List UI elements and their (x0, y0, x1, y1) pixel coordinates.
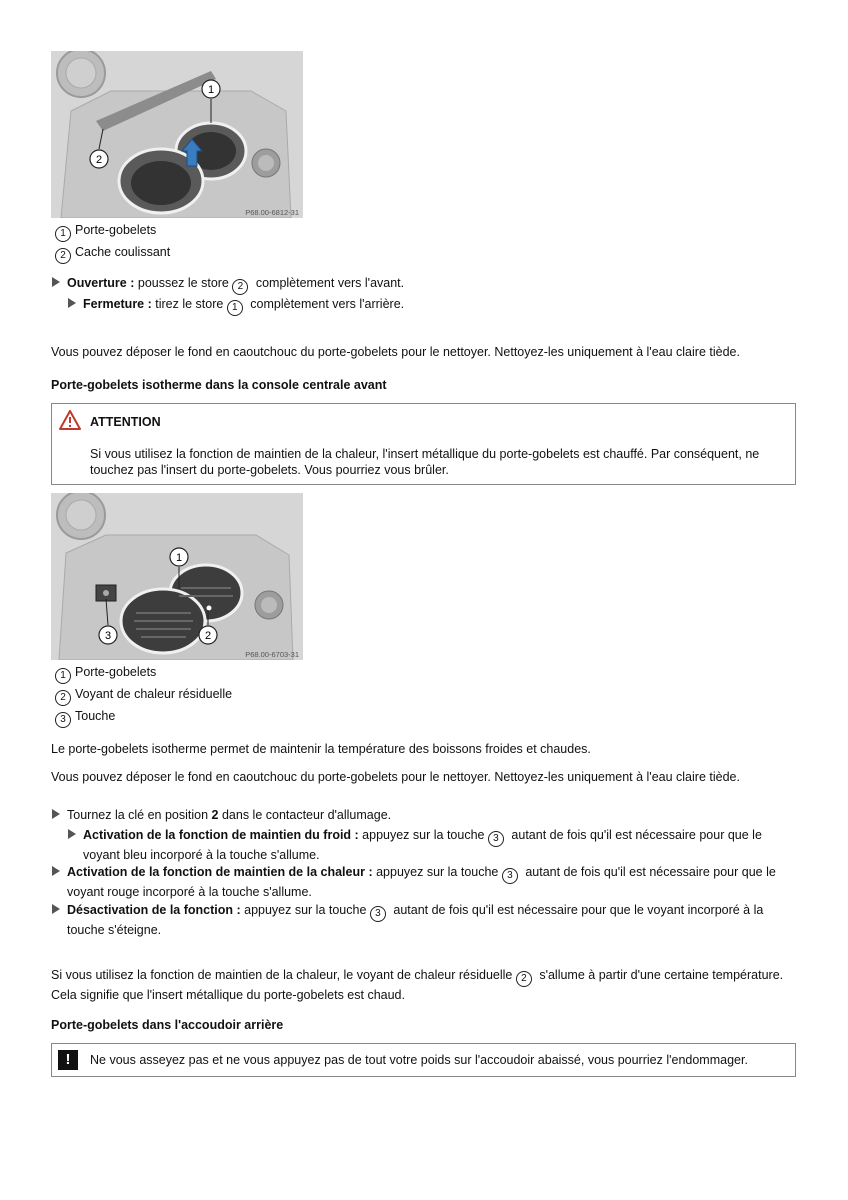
note-text: Ne vous asseyez pas et ne vous appuyez pas de tout votre poids sur l'accoudoir abaissé, vous pourriez l'endommager. (90, 1053, 748, 1067)
callout-number: 1 (55, 668, 71, 684)
step-deactivation (52, 902, 798, 938)
step-text: dans le contacteur d'allumage. (218, 808, 392, 822)
legend-item (55, 665, 156, 684)
step-title: Ouverture : (67, 276, 135, 290)
step-text: appuyez sur la touche (240, 903, 370, 917)
note-box (51, 1043, 796, 1077)
step-text: autant de fois qu'il est nécessaire pour que le (521, 865, 776, 879)
figure-isothermal-cup-holder (51, 493, 303, 660)
step-title: Activation de la fonction de maintien de la chaleur : (67, 865, 373, 879)
figure-code-1: P68.00-6812-31 (245, 208, 299, 217)
step-text: voyant rouge incorporé à la touche s'allume. (67, 885, 312, 899)
step-ignition (52, 807, 391, 823)
step-text: complètement vers l'arrière. (246, 297, 405, 311)
callout-number: 2 (232, 279, 248, 295)
paragraph-cleaning: Vous pouvez déposer le fond en caoutchouc du porte-gobelets pour le nettoyer. Nettoyez-les uniquement à l'eau claire tiède. (51, 345, 740, 359)
step-title: Fermeture : (83, 297, 152, 311)
figure-cup-holder-sliding-cover (51, 51, 303, 218)
paragraph-text: Si vous utilisez la fonction de maintien de la chaleur, le voyant de chaleur résiduelle (51, 968, 516, 982)
step-arrow-icon (52, 904, 60, 914)
step-open (52, 275, 404, 295)
exclamation-icon: ! (58, 1050, 78, 1070)
warning-triangle-icon (59, 410, 81, 430)
paragraph-cleaning-2: Vous pouvez déposer le fond en caoutchouc du porte-gobelets pour le nettoyer. Nettoyez-les uniquement à l'eau claire tiède. (51, 770, 740, 784)
step-title: Activation de la fonction de maintien du froid : (83, 828, 359, 842)
paragraph-residual-heat (51, 967, 811, 1003)
step-cold-activation (68, 827, 798, 863)
cup-holder-illustration-2 (51, 493, 303, 660)
step-key-position: 2 (211, 808, 219, 822)
step-text: voyant bleu incorporé à la touche s'allume. (83, 848, 320, 862)
step-arrow-icon (68, 298, 76, 308)
legend-item (55, 245, 170, 264)
step-close (68, 296, 404, 316)
legend-label: Porte-gobelets (75, 223, 157, 237)
callout-number: 3 (502, 868, 518, 884)
paragraph-text: s'allume à partir d'une certaine température. (535, 968, 784, 982)
callout-number: 1 (55, 226, 71, 242)
step-text: poussez le store (134, 276, 233, 290)
section-heading-isothermal: Porte-gobelets isotherme dans la console centrale avant (51, 378, 387, 392)
svg-text:2: 2 (204, 630, 212, 642)
svg-text:3: 3 (104, 630, 112, 642)
step-text: autant de fois qu'il est nécessaire pour que le (507, 828, 762, 842)
step-text: tirez le store (151, 297, 227, 311)
legend-item (55, 223, 156, 242)
step-title: Désactivation de la fonction : (67, 903, 241, 917)
legend-label: Cache coulissant (75, 245, 171, 259)
callout-number: 3 (55, 712, 71, 728)
legend-label: Voyant de chaleur résiduelle (75, 687, 233, 701)
svg-text:1: 1 (175, 552, 183, 564)
step-arrow-icon (52, 277, 60, 287)
step-text: appuyez sur la touche (372, 865, 502, 879)
step-text: complètement vers l'avant. (252, 276, 405, 290)
step-text: Tournez la clé en position (67, 808, 212, 822)
callout-number: 2 (55, 248, 71, 264)
svg-text:1: 1 (207, 84, 215, 96)
callout-number: 2 (516, 971, 532, 987)
cup-holder-illustration-1 (51, 51, 303, 218)
callout-number: 1 (227, 300, 243, 316)
section-heading-rear-armrest: Porte-gobelets dans l'accoudoir arrière (51, 1018, 284, 1032)
legend-label: Porte-gobelets (75, 665, 157, 679)
step-text: appuyez sur la touche (358, 828, 488, 842)
legend-item (55, 687, 232, 706)
attention-text: Si vous utilisez la fonction de maintien de la chaleur, l'insert métallique du porte-gobelets est chauffé. Par conséquent, ne touchez pas l'insert du porte-gobelets. Vous pourriez vous brûler. (90, 447, 760, 477)
callout-number: 3 (370, 906, 386, 922)
figure-code-2: P68.00-6703-31 (245, 650, 299, 659)
step-arrow-icon (52, 809, 60, 819)
step-heat-activation (52, 864, 798, 900)
paragraph-text: Cela signifie que l'insert métallique du porte-gobelets est chaud. (51, 988, 405, 1002)
svg-text:2: 2 (95, 154, 103, 166)
step-arrow-icon (52, 866, 60, 876)
attention-box (51, 403, 796, 485)
legend-item (55, 709, 115, 728)
step-text: touche s'éteigne. (67, 923, 162, 937)
step-text: autant de fois qu'il est nécessaire pour que le voyant incorporé à la (389, 903, 764, 917)
legend-label: Touche (75, 709, 116, 723)
attention-title: ATTENTION (90, 415, 161, 429)
step-arrow-icon (68, 829, 76, 839)
callout-number: 3 (488, 831, 504, 847)
paragraph-isothermal: Le porte-gobelets isotherme permet de maintenir la température des boissons froides et chaudes. (51, 742, 591, 756)
callout-number: 2 (55, 690, 71, 706)
